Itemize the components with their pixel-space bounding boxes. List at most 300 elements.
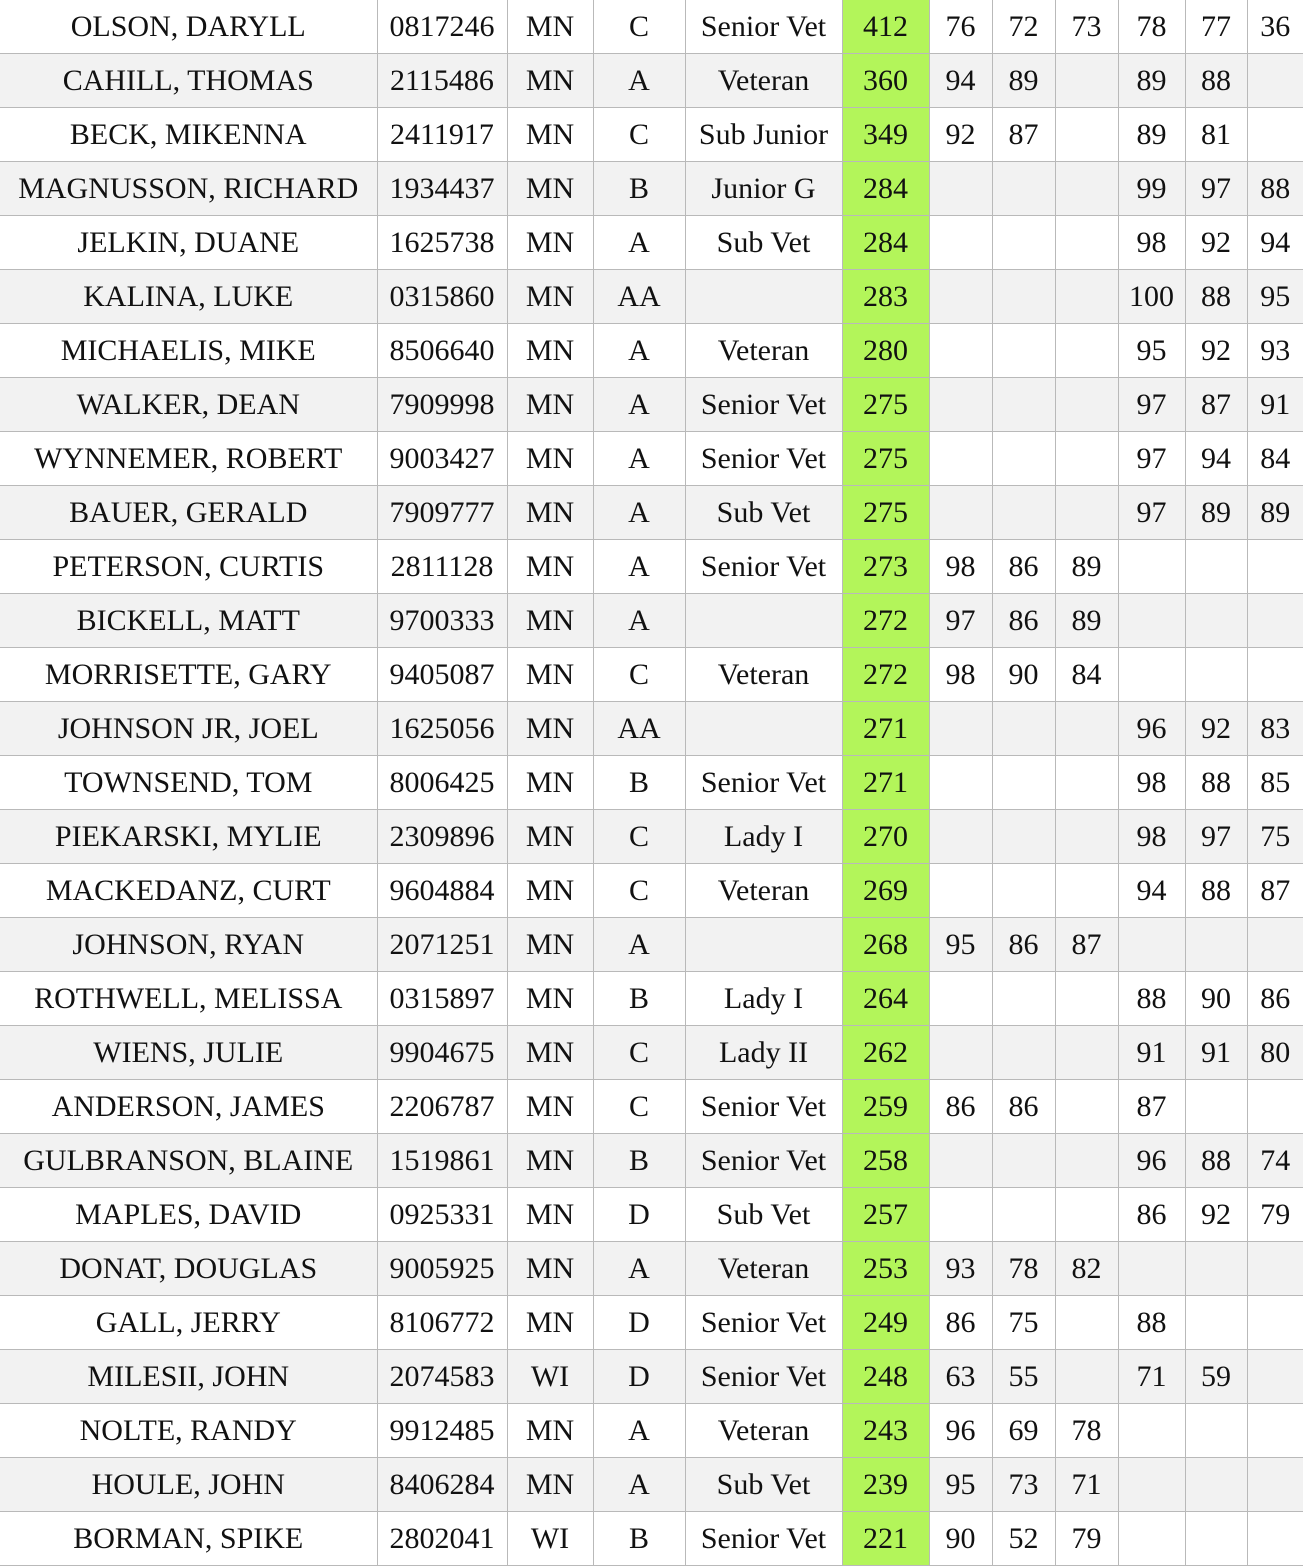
category-cell: Veteran [685, 864, 842, 918]
score-5-cell [1185, 918, 1247, 972]
category-cell: Senior Vet [685, 1350, 842, 1404]
shooter-name-cell: MILESII, JOHN [0, 1350, 377, 1404]
shooter-name-cell: TOWNSEND, TOM [0, 756, 377, 810]
score-3-cell [1055, 1080, 1118, 1134]
state-cell: MN [507, 540, 593, 594]
score-5-cell: 59 [1185, 1350, 1247, 1404]
score-2-cell: 55 [992, 1350, 1055, 1404]
class-cell: B [593, 1134, 685, 1188]
class-cell: C [593, 810, 685, 864]
shooter-name-cell: WIENS, JULIE [0, 1026, 377, 1080]
table-row [0, 1458, 1303, 1512]
score-5-cell: 97 [1185, 162, 1247, 216]
score-1-cell [929, 702, 992, 756]
score-2-cell [992, 1188, 1055, 1242]
score-3-cell [1055, 1134, 1118, 1188]
state-cell: MN [507, 0, 593, 54]
score-1-cell [929, 378, 992, 432]
state-cell: MN [507, 756, 593, 810]
score-6-cell [1247, 1404, 1303, 1458]
state-cell: MN [507, 648, 593, 702]
score-2-cell [992, 270, 1055, 324]
score-3-cell [1055, 972, 1118, 1026]
table-row [0, 162, 1303, 216]
score-4-cell: 96 [1118, 1134, 1185, 1188]
member-id-cell: 9912485 [377, 1404, 507, 1458]
state-cell: MN [507, 702, 593, 756]
state-cell: MN [507, 864, 593, 918]
category-cell [685, 918, 842, 972]
score-4-cell [1118, 540, 1185, 594]
score-3-cell [1055, 162, 1118, 216]
class-cell: A [593, 216, 685, 270]
class-cell: A [593, 54, 685, 108]
class-cell: B [593, 1512, 685, 1566]
member-id-cell: 1934437 [377, 162, 507, 216]
member-id-cell: 9604884 [377, 864, 507, 918]
score-5-cell: 81 [1185, 108, 1247, 162]
table-row [0, 972, 1303, 1026]
score-4-cell [1118, 1404, 1185, 1458]
total-score-cell: 284 [842, 162, 929, 216]
score-1-cell [929, 162, 992, 216]
table-row [0, 486, 1303, 540]
score-1-cell [929, 756, 992, 810]
score-1-cell [929, 1026, 992, 1080]
score-1-cell: 63 [929, 1350, 992, 1404]
member-id-cell: 2802041 [377, 1512, 507, 1566]
score-1-cell: 90 [929, 1512, 992, 1566]
state-cell: MN [507, 108, 593, 162]
score-2-cell [992, 756, 1055, 810]
table-row [0, 594, 1303, 648]
member-id-cell: 2811128 [377, 540, 507, 594]
score-2-cell: 73 [992, 1458, 1055, 1512]
score-4-cell: 88 [1118, 972, 1185, 1026]
score-5-cell: 92 [1185, 702, 1247, 756]
score-3-cell [1055, 54, 1118, 108]
table-row [0, 1296, 1303, 1350]
score-5-cell: 77 [1185, 0, 1247, 54]
category-cell: Senior Vet [685, 0, 842, 54]
category-cell: Senior Vet [685, 1134, 842, 1188]
table-row [0, 648, 1303, 702]
category-cell: Lady I [685, 810, 842, 864]
score-6-cell: 94 [1247, 216, 1303, 270]
score-4-cell [1118, 1242, 1185, 1296]
score-2-cell [992, 216, 1055, 270]
score-5-cell [1185, 648, 1247, 702]
score-1-cell: 96 [929, 1404, 992, 1458]
score-5-cell: 94 [1185, 432, 1247, 486]
score-1-cell: 95 [929, 1458, 992, 1512]
score-2-cell: 86 [992, 1080, 1055, 1134]
score-6-cell: 89 [1247, 486, 1303, 540]
score-6-cell [1247, 540, 1303, 594]
score-6-cell [1247, 108, 1303, 162]
score-6-cell [1247, 648, 1303, 702]
class-cell: A [593, 540, 685, 594]
score-2-cell [992, 972, 1055, 1026]
score-3-cell [1055, 324, 1118, 378]
total-score-cell: 360 [842, 54, 929, 108]
total-score-cell: 272 [842, 648, 929, 702]
score-4-cell: 89 [1118, 108, 1185, 162]
total-score-cell: 269 [842, 864, 929, 918]
shooter-name-cell: BECK, MIKENNA [0, 108, 377, 162]
category-cell: Veteran [685, 648, 842, 702]
shooter-name-cell: MACKEDANZ, CURT [0, 864, 377, 918]
class-cell: C [593, 108, 685, 162]
score-5-cell: 88 [1185, 1134, 1247, 1188]
score-4-cell: 97 [1118, 486, 1185, 540]
category-cell: Sub Vet [685, 1458, 842, 1512]
state-cell: MN [507, 594, 593, 648]
class-cell: C [593, 0, 685, 54]
score-1-cell [929, 486, 992, 540]
score-4-cell: 98 [1118, 810, 1185, 864]
score-4-cell: 88 [1118, 1296, 1185, 1350]
member-id-cell: 2411917 [377, 108, 507, 162]
score-3-cell [1055, 1026, 1118, 1080]
score-1-cell [929, 270, 992, 324]
table-row [0, 108, 1303, 162]
score-2-cell [992, 1134, 1055, 1188]
category-cell: Sub Vet [685, 486, 842, 540]
state-cell: MN [507, 810, 593, 864]
category-cell: Senior Vet [685, 432, 842, 486]
score-4-cell: 91 [1118, 1026, 1185, 1080]
member-id-cell: 2071251 [377, 918, 507, 972]
table-row [0, 1512, 1303, 1566]
category-cell: Veteran [685, 1404, 842, 1458]
score-1-cell: 98 [929, 540, 992, 594]
total-score-cell: 239 [842, 1458, 929, 1512]
total-score-cell: 264 [842, 972, 929, 1026]
shooter-name-cell: JELKIN, DUANE [0, 216, 377, 270]
shooter-name-cell: GALL, JERRY [0, 1296, 377, 1350]
score-5-cell: 92 [1185, 324, 1247, 378]
score-2-cell: 86 [992, 540, 1055, 594]
shooter-name-cell: JOHNSON, RYAN [0, 918, 377, 972]
score-3-cell: 87 [1055, 918, 1118, 972]
member-id-cell: 0315897 [377, 972, 507, 1026]
category-cell: Senior Vet [685, 378, 842, 432]
table-row [0, 0, 1303, 54]
total-score-cell: 275 [842, 378, 929, 432]
class-cell: A [593, 1404, 685, 1458]
score-3-cell [1055, 1188, 1118, 1242]
score-2-cell: 90 [992, 648, 1055, 702]
score-2-cell [992, 810, 1055, 864]
score-6-cell: 79 [1247, 1188, 1303, 1242]
score-1-cell [929, 864, 992, 918]
score-1-cell: 98 [929, 648, 992, 702]
score-5-cell [1185, 594, 1247, 648]
category-cell: Senior Vet [685, 756, 842, 810]
table-row [0, 918, 1303, 972]
class-cell: C [593, 1080, 685, 1134]
total-score-cell: 271 [842, 756, 929, 810]
total-score-cell: 284 [842, 216, 929, 270]
shooter-name-cell: BAUER, GERALD [0, 486, 377, 540]
shooter-name-cell: ROTHWELL, MELISSA [0, 972, 377, 1026]
state-cell: MN [507, 162, 593, 216]
category-cell: Senior Vet [685, 540, 842, 594]
score-1-cell [929, 324, 992, 378]
score-3-cell: 84 [1055, 648, 1118, 702]
score-1-cell [929, 432, 992, 486]
score-3-cell [1055, 486, 1118, 540]
state-cell: MN [507, 1296, 593, 1350]
score-5-cell: 88 [1185, 756, 1247, 810]
score-3-cell [1055, 432, 1118, 486]
state-cell: MN [507, 972, 593, 1026]
score-6-cell: 75 [1247, 810, 1303, 864]
score-3-cell [1055, 216, 1118, 270]
member-id-cell: 9005925 [377, 1242, 507, 1296]
score-6-cell: 83 [1247, 702, 1303, 756]
total-score-cell: 272 [842, 594, 929, 648]
member-id-cell: 1625056 [377, 702, 507, 756]
score-4-cell: 71 [1118, 1350, 1185, 1404]
state-cell: MN [507, 486, 593, 540]
member-id-cell: 8506640 [377, 324, 507, 378]
class-cell: D [593, 1296, 685, 1350]
score-2-cell [992, 378, 1055, 432]
state-cell: MN [507, 1188, 593, 1242]
score-5-cell: 92 [1185, 216, 1247, 270]
table-row [0, 1188, 1303, 1242]
score-6-cell [1247, 1458, 1303, 1512]
score-2-cell: 89 [992, 54, 1055, 108]
shooter-name-cell: JOHNSON JR, JOEL [0, 702, 377, 756]
score-3-cell [1055, 108, 1118, 162]
score-3-cell [1055, 864, 1118, 918]
class-cell: AA [593, 270, 685, 324]
score-5-cell: 89 [1185, 486, 1247, 540]
score-4-cell [1118, 594, 1185, 648]
category-cell: Sub Vet [685, 216, 842, 270]
score-2-cell: 69 [992, 1404, 1055, 1458]
score-3-cell: 78 [1055, 1404, 1118, 1458]
score-1-cell [929, 1134, 992, 1188]
category-cell: Lady II [685, 1026, 842, 1080]
category-cell: Senior Vet [685, 1296, 842, 1350]
class-cell: AA [593, 702, 685, 756]
category-cell: Junior G [685, 162, 842, 216]
category-cell: Senior Vet [685, 1512, 842, 1566]
state-cell: MN [507, 1458, 593, 1512]
member-id-cell: 2309896 [377, 810, 507, 864]
category-cell [685, 594, 842, 648]
table-row [0, 756, 1303, 810]
class-cell: A [593, 324, 685, 378]
score-2-cell: 86 [992, 594, 1055, 648]
score-4-cell: 95 [1118, 324, 1185, 378]
score-1-cell: 92 [929, 108, 992, 162]
table-row [0, 864, 1303, 918]
score-3-cell: 89 [1055, 594, 1118, 648]
shooter-name-cell: OLSON, DARYLL [0, 0, 377, 54]
score-5-cell: 88 [1185, 270, 1247, 324]
shooter-name-cell: MAGNUSSON, RICHARD [0, 162, 377, 216]
score-2-cell: 87 [992, 108, 1055, 162]
score-1-cell: 93 [929, 1242, 992, 1296]
score-4-cell: 98 [1118, 216, 1185, 270]
score-6-cell [1247, 918, 1303, 972]
category-cell: Sub Vet [685, 1188, 842, 1242]
table-row [0, 1134, 1303, 1188]
total-score-cell: 262 [842, 1026, 929, 1080]
score-6-cell: 85 [1247, 756, 1303, 810]
score-2-cell [992, 702, 1055, 756]
table-row [0, 1350, 1303, 1404]
total-score-cell: 249 [842, 1296, 929, 1350]
score-1-cell: 95 [929, 918, 992, 972]
shooter-name-cell: MAPLES, DAVID [0, 1188, 377, 1242]
score-2-cell: 78 [992, 1242, 1055, 1296]
table-row [0, 432, 1303, 486]
total-score-cell: 280 [842, 324, 929, 378]
shooter-name-cell: NOLTE, RANDY [0, 1404, 377, 1458]
score-4-cell [1118, 918, 1185, 972]
member-id-cell: 9003427 [377, 432, 507, 486]
state-cell: MN [507, 1404, 593, 1458]
score-3-cell [1055, 702, 1118, 756]
score-2-cell [992, 324, 1055, 378]
state-cell: MN [507, 1134, 593, 1188]
shooter-name-cell: PETERSON, CURTIS [0, 540, 377, 594]
score-5-cell: 87 [1185, 378, 1247, 432]
score-1-cell [929, 1188, 992, 1242]
score-2-cell [992, 864, 1055, 918]
shooter-name-cell: DONAT, DOUGLAS [0, 1242, 377, 1296]
table-row [0, 702, 1303, 756]
score-6-cell: 87 [1247, 864, 1303, 918]
score-1-cell: 97 [929, 594, 992, 648]
score-2-cell [992, 486, 1055, 540]
total-score-cell: 275 [842, 432, 929, 486]
score-3-cell: 89 [1055, 540, 1118, 594]
state-cell: MN [507, 1026, 593, 1080]
score-6-cell [1247, 1080, 1303, 1134]
score-4-cell: 99 [1118, 162, 1185, 216]
score-3-cell [1055, 1296, 1118, 1350]
class-cell: D [593, 1188, 685, 1242]
score-1-cell: 76 [929, 0, 992, 54]
score-4-cell: 98 [1118, 756, 1185, 810]
score-5-cell: 90 [1185, 972, 1247, 1026]
table-row [0, 324, 1303, 378]
score-3-cell [1055, 756, 1118, 810]
score-5-cell [1185, 1080, 1247, 1134]
total-score-cell: 271 [842, 702, 929, 756]
score-6-cell: 36 [1247, 0, 1303, 54]
total-score-cell: 270 [842, 810, 929, 864]
category-cell: Sub Junior [685, 108, 842, 162]
score-4-cell: 89 [1118, 54, 1185, 108]
state-cell: MN [507, 918, 593, 972]
total-score-cell: 283 [842, 270, 929, 324]
class-cell: A [593, 378, 685, 432]
score-6-cell: 74 [1247, 1134, 1303, 1188]
score-6-cell: 88 [1247, 162, 1303, 216]
class-cell: C [593, 648, 685, 702]
score-6-cell: 93 [1247, 324, 1303, 378]
total-score-cell: 243 [842, 1404, 929, 1458]
class-cell: A [593, 432, 685, 486]
shooter-name-cell: KALINA, LUKE [0, 270, 377, 324]
shooter-name-cell: CAHILL, THOMAS [0, 54, 377, 108]
shooter-name-cell: BICKELL, MATT [0, 594, 377, 648]
score-5-cell: 97 [1185, 810, 1247, 864]
category-cell [685, 702, 842, 756]
category-cell: Senior Vet [685, 1080, 842, 1134]
score-2-cell: 52 [992, 1512, 1055, 1566]
member-id-cell: 9700333 [377, 594, 507, 648]
score-4-cell: 86 [1118, 1188, 1185, 1242]
score-2-cell [992, 432, 1055, 486]
total-score-cell: 349 [842, 108, 929, 162]
class-cell: C [593, 864, 685, 918]
score-5-cell [1185, 1296, 1247, 1350]
state-cell: MN [507, 378, 593, 432]
shooter-name-cell: MORRISETTE, GARY [0, 648, 377, 702]
total-score-cell: 412 [842, 0, 929, 54]
class-cell: C [593, 1026, 685, 1080]
score-4-cell: 87 [1118, 1080, 1185, 1134]
score-3-cell [1055, 270, 1118, 324]
table-row [0, 216, 1303, 270]
total-score-cell: 221 [842, 1512, 929, 1566]
score-6-cell [1247, 1350, 1303, 1404]
state-cell: WI [507, 1350, 593, 1404]
score-4-cell [1118, 648, 1185, 702]
score-6-cell: 84 [1247, 432, 1303, 486]
score-1-cell: 94 [929, 54, 992, 108]
score-3-cell: 71 [1055, 1458, 1118, 1512]
class-cell: B [593, 162, 685, 216]
shooter-name-cell: BORMAN, SPIKE [0, 1512, 377, 1566]
table-row [0, 1242, 1303, 1296]
member-id-cell: 2074583 [377, 1350, 507, 1404]
score-6-cell [1247, 1242, 1303, 1296]
shooter-name-cell: WYNNEMER, ROBERT [0, 432, 377, 486]
state-cell: MN [507, 324, 593, 378]
score-4-cell: 97 [1118, 378, 1185, 432]
table-row [0, 1026, 1303, 1080]
score-1-cell: 86 [929, 1296, 992, 1350]
score-2-cell [992, 1026, 1055, 1080]
total-score-cell: 258 [842, 1134, 929, 1188]
score-5-cell [1185, 540, 1247, 594]
score-2-cell: 75 [992, 1296, 1055, 1350]
score-4-cell: 78 [1118, 0, 1185, 54]
shooter-name-cell: PIEKARSKI, MYLIE [0, 810, 377, 864]
score-2-cell: 86 [992, 918, 1055, 972]
table-row [0, 378, 1303, 432]
shooter-name-cell: MICHAELIS, MIKE [0, 324, 377, 378]
category-cell: Veteran [685, 1242, 842, 1296]
table-row [0, 810, 1303, 864]
member-id-cell: 1625738 [377, 216, 507, 270]
score-5-cell: 88 [1185, 54, 1247, 108]
score-1-cell [929, 216, 992, 270]
score-4-cell [1118, 1458, 1185, 1512]
category-cell: Veteran [685, 324, 842, 378]
member-id-cell: 0925331 [377, 1188, 507, 1242]
